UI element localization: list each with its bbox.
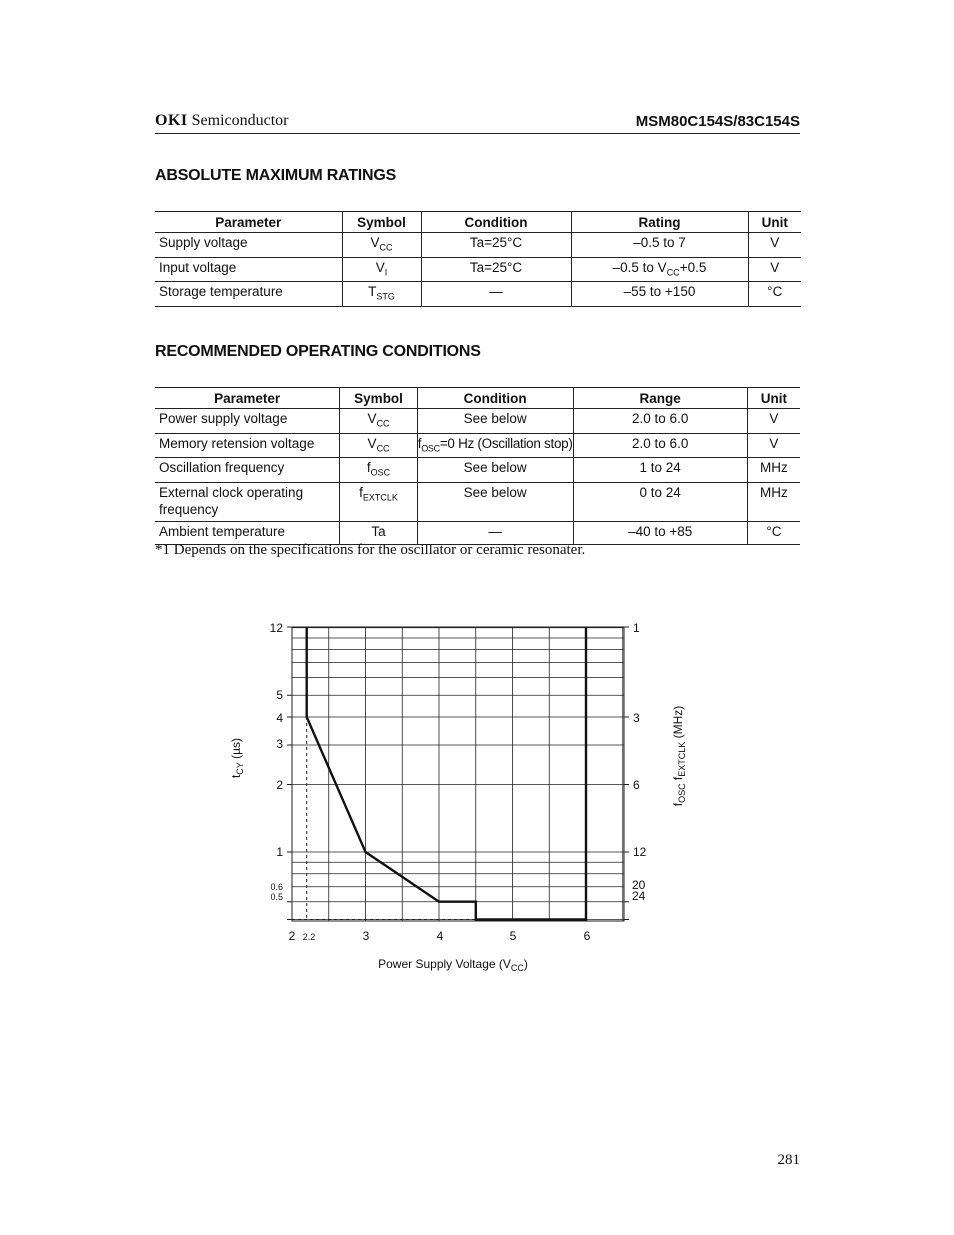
range-cell: 1 to 24 — [573, 458, 747, 483]
footnote: *1 Depends on the specifications for the oscillator or ceramic resonater. — [155, 542, 586, 558]
oki-logo: OKI — [155, 112, 188, 129]
symbol-cell: $f_{EXTCLK}$ — [340, 483, 417, 522]
unit-cell: MHz — [747, 483, 800, 522]
condition-cell: See below — [417, 483, 573, 522]
condition-cell: Ta=25°C — [421, 257, 571, 282]
condition-cell: Ta=25°C — [421, 233, 571, 258]
x-tick: 5 — [509, 929, 517, 943]
column-header: Unit — [747, 388, 800, 409]
y-left-tick: 0.6 — [270, 882, 283, 892]
symbol-cell: $V_{CC}$ — [340, 433, 417, 458]
y-left-axis-label: $t_{CY}$ (µs) — [229, 737, 245, 779]
y-right-tick: 3 — [633, 711, 640, 725]
symbol-cell: $f_{OSC}$ — [340, 458, 417, 483]
unit-cell: V — [747, 433, 800, 458]
condition-cell: — — [421, 282, 571, 307]
column-header: Parameter — [155, 388, 340, 409]
x-tick: 6 — [583, 929, 591, 943]
x-tick-minor: 2.2 — [302, 932, 316, 942]
symbol-cell: $V_{CC}$ — [342, 233, 421, 258]
column-header: Rating — [571, 212, 748, 233]
plot-frame — [292, 627, 624, 921]
unit-cell: °C — [748, 282, 801, 307]
parameter-cell: Memory retension voltage — [155, 433, 340, 458]
amr-title: ABSOLUTE MAXIMUM RATINGS — [155, 167, 397, 184]
rating-cell: –0.5 to $V_{CC}+0.5$ — [571, 257, 748, 282]
symbol-cell: $T_{STG}$ — [342, 282, 421, 307]
column-header: Symbol — [340, 388, 417, 409]
x-axis-label: Power Supply Voltage $(V_{CC})$ — [378, 957, 528, 973]
y-left-tick: 4 — [276, 711, 283, 725]
condition-cell: — — [417, 522, 573, 545]
unit-cell: °C — [747, 522, 800, 545]
y-left-tick: 1 — [276, 845, 283, 859]
operating-boundary — [307, 627, 586, 920]
y-right-tick: 24 — [632, 889, 646, 903]
unit-cell: V — [748, 233, 801, 258]
unit-cell: V — [747, 409, 800, 434]
column-header: Parameter — [155, 212, 342, 233]
column-header: Range — [573, 388, 747, 409]
condition-cell: See below — [417, 409, 573, 434]
rating-cell: –0.5 to 7 — [571, 233, 748, 258]
symbol-cell: $V_I$ — [342, 257, 421, 282]
column-header: Condition — [421, 212, 571, 233]
y-left-tick: 5 — [276, 688, 283, 702]
range-cell: 2.0 to 6.0 — [573, 433, 747, 458]
page-number: 281 — [777, 1152, 800, 1168]
parameter-cell: External clock operating frequency — [155, 483, 340, 522]
y-right-tick: 12 — [633, 845, 647, 859]
brand-subtitle: Semiconductor — [191, 112, 289, 129]
range-cell: –40 to +85 — [573, 522, 747, 545]
symbol-cell: $V_{CC}$ — [340, 409, 417, 434]
parameter-cell: Storage temperature — [155, 282, 342, 307]
y-right-axis-label: $f_{OSC}$ $f_{EXTCLK}$ (MHz) — [671, 705, 687, 807]
chart-grid — [287, 627, 629, 921]
y-left-tick: 12 — [269, 621, 283, 635]
y-right-tick: 6 — [633, 778, 640, 792]
range-cell: 0 to 24 — [573, 483, 747, 522]
column-header: Symbol — [342, 212, 421, 233]
y-left-tick: 2 — [276, 778, 283, 792]
column-header: Condition — [417, 388, 573, 409]
part-number: MSM80C154S/83C154S — [635, 113, 800, 130]
range-cell: 2.0 to 6.0 — [573, 409, 747, 434]
boundary-line — [307, 627, 586, 920]
x-tick: 4 — [436, 929, 444, 943]
condition-cell: See below — [417, 458, 573, 483]
y-right-tick: 20 — [632, 878, 646, 892]
condition-cell: $f_{OSC}=0$ Hz (Oscillation stop) — [417, 433, 573, 458]
parameter-cell: Supply voltage — [155, 233, 342, 258]
unit-cell: MHz — [747, 458, 800, 483]
parameter-cell: Power supply voltage — [155, 409, 340, 434]
x-tick: 2 — [288, 929, 296, 943]
parameter-cell: Input voltage — [155, 257, 342, 282]
y-left-tick: 3 — [276, 737, 283, 751]
y-left-tick: 0.5 — [270, 892, 283, 902]
parameter-cell: Ambient temperature — [155, 522, 340, 545]
unit-cell: V — [748, 257, 801, 282]
y-right-tick: 1 — [633, 621, 640, 635]
symbol-cell: Ta — [340, 522, 417, 545]
rating-cell: –55 to +150 — [571, 282, 748, 307]
parameter-cell: Oscillation frequency — [155, 458, 340, 483]
tick-labels — [270, 621, 647, 943]
column-header: Unit — [748, 212, 801, 233]
roc-title: RECOMMENDED OPERATING CONDITIONS — [155, 343, 481, 360]
x-tick: 3 — [362, 929, 370, 943]
